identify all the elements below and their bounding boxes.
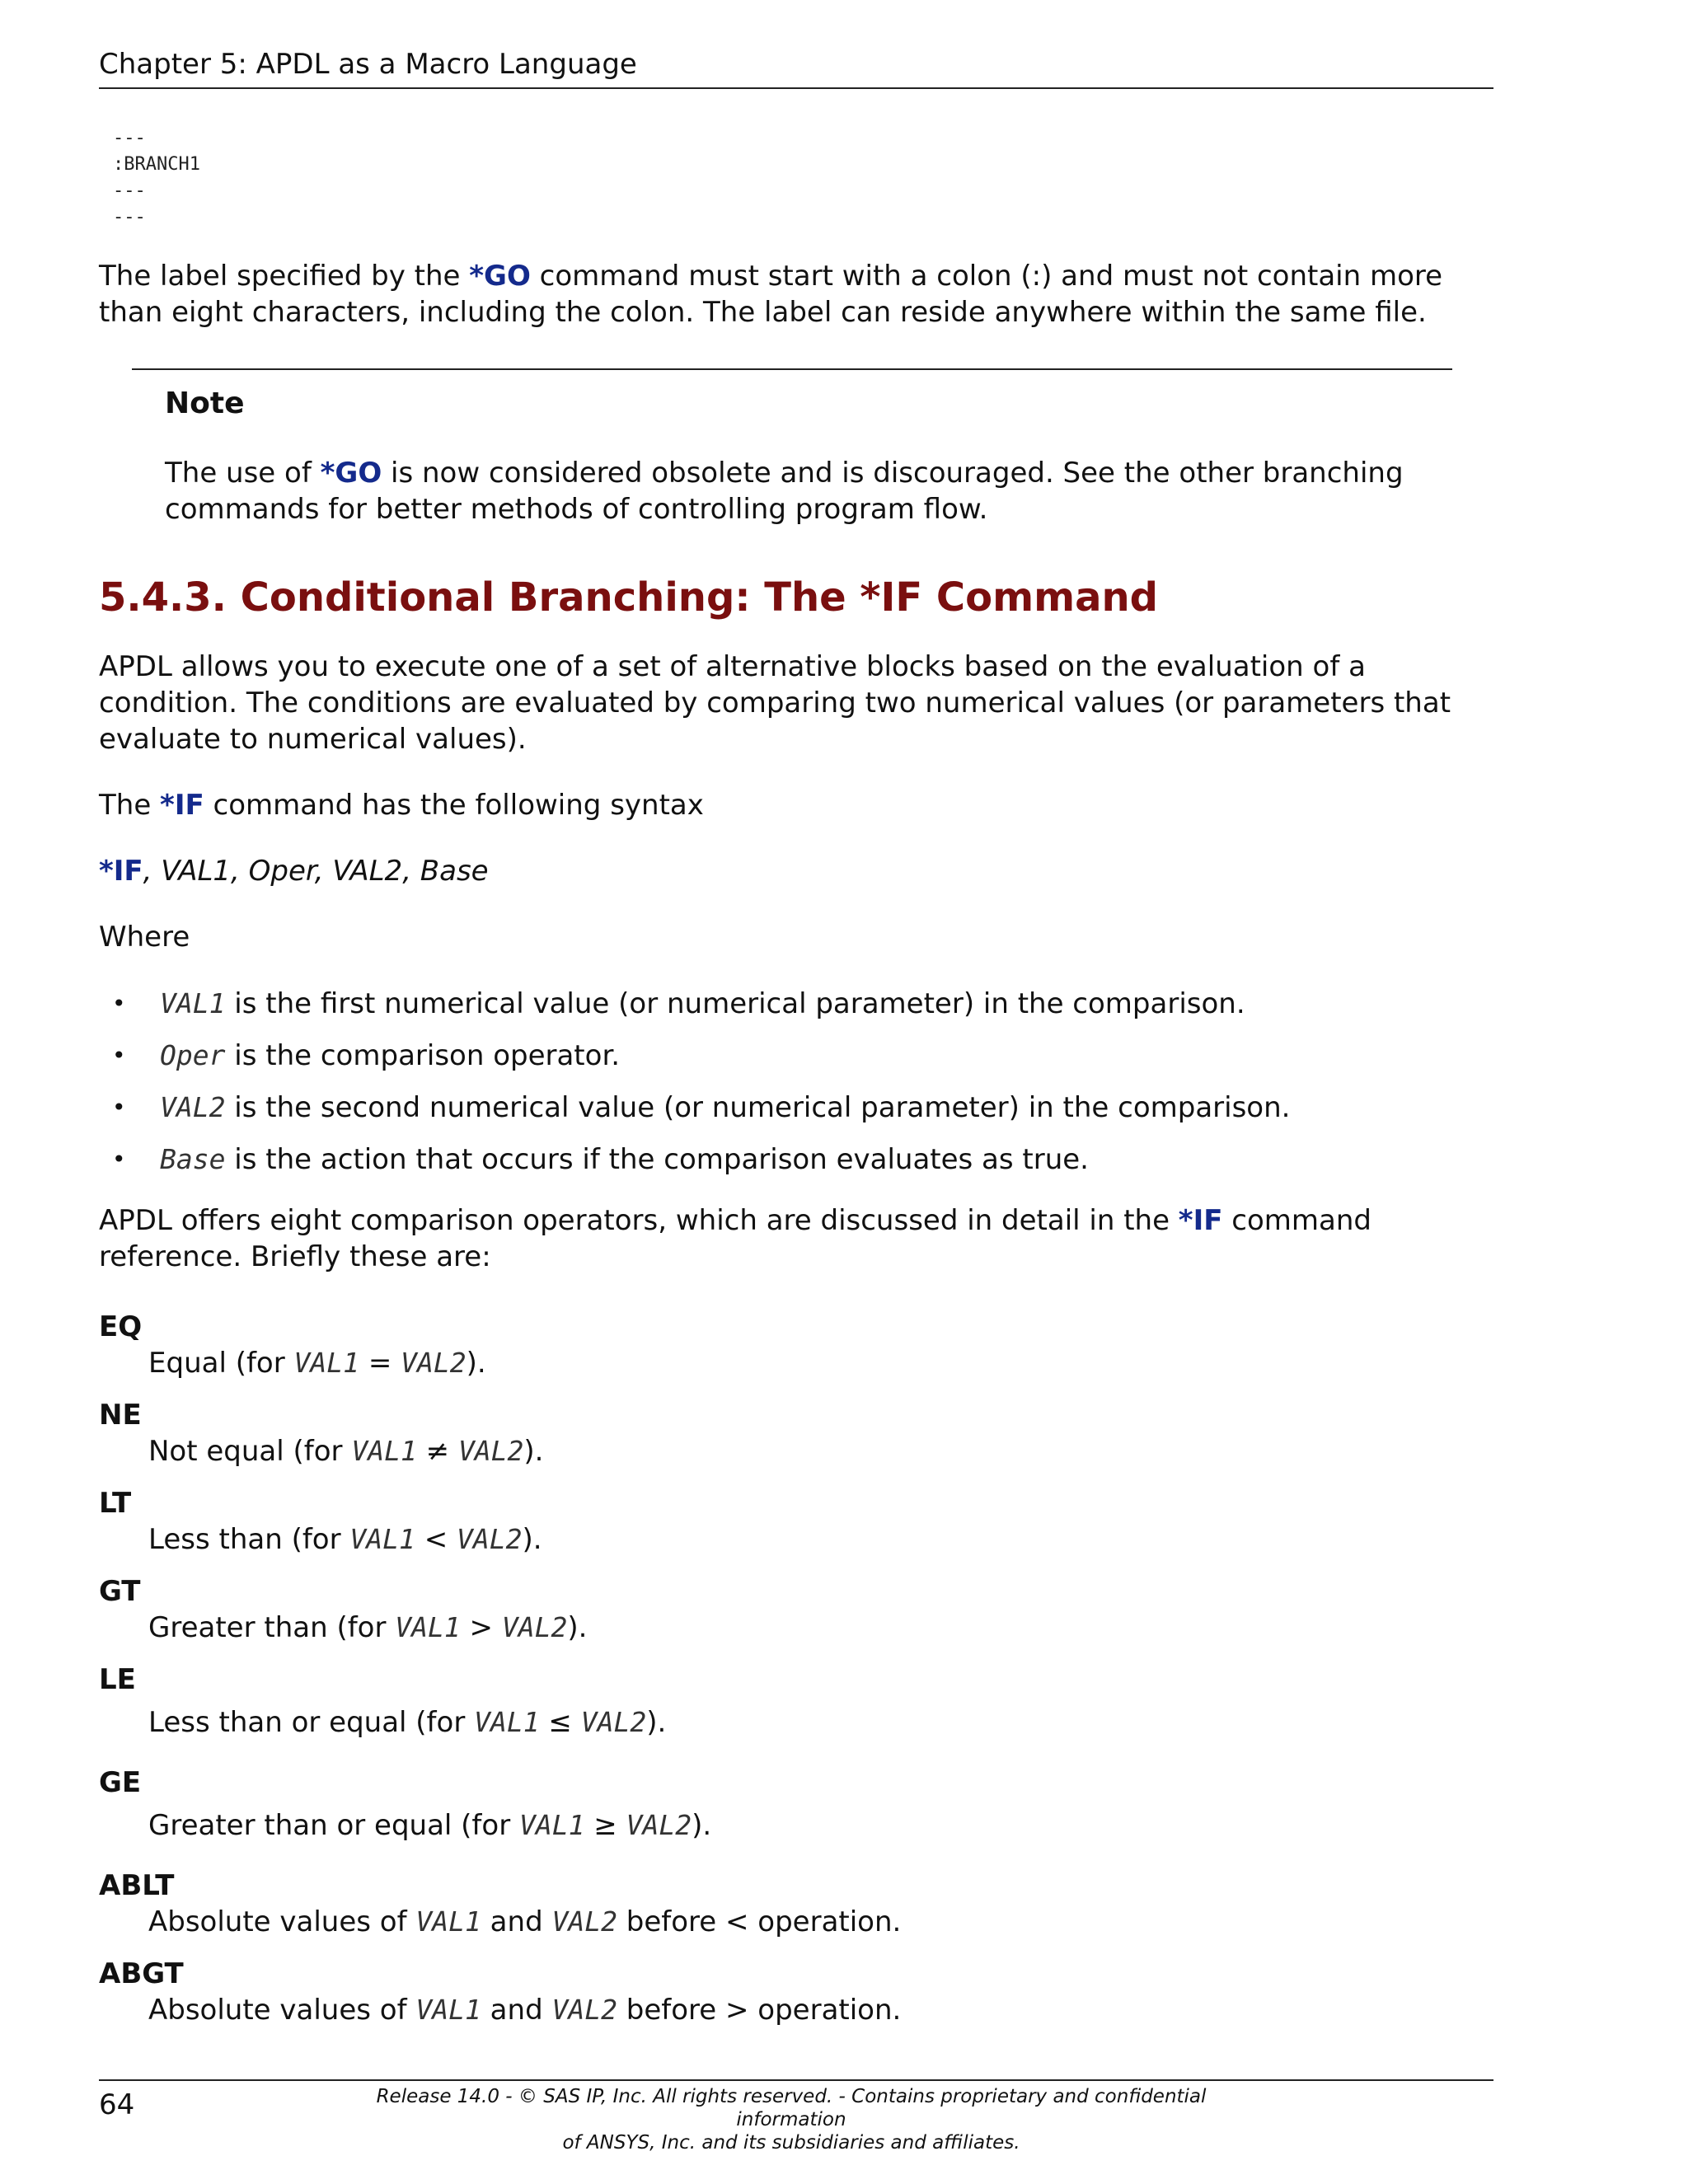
operator-ne: [99, 1397, 1484, 1485]
list-item: • VAL1 is the first numerical value (or numerical parameter) in the comparison.: [112, 987, 1245, 1020]
operator-eq: [99, 1309, 1484, 1397]
footer-rule: [99, 2079, 1493, 2081]
bullet-icon: •: [112, 1146, 126, 1173]
code-line: :BRANCH1: [113, 154, 200, 175]
label-paragraph: The label specified by the *GO command must start with a colon (:) and must not contain more than eight characters, including the colon. The label can reside anywhere within the same file.: [99, 260, 1443, 329]
intro-paragraph: APDL allows you to execute one of a set of alternative blocks based on the evaluation of a condition. The conditions are evaluated by comparing two numerical values (or parameters that evaluate to numerical values).: [99, 650, 1451, 756]
operator-description: Not equal (for VAL1 ≠ VAL2).: [148, 1435, 544, 1468]
operator-code: LT: [99, 1487, 132, 1520]
page-number: 64: [99, 2088, 135, 2121]
list-item: • VAL2 is the second numerical value (or numerical parameter) in the comparison.: [112, 1091, 1291, 1124]
list-item: • Base is the action that occurs if the comparison evaluates as true.: [112, 1143, 1089, 1176]
note-title: Note: [165, 387, 245, 420]
syntax-line: [99, 853, 1484, 889]
argument-term: VAL1: [160, 987, 226, 1019]
note-go-command-link[interactable]: *GO: [320, 457, 382, 490]
operator-code: EQ: [99, 1310, 143, 1343]
argument-term: Base: [160, 1143, 226, 1175]
operator-le: [99, 1661, 1484, 1765]
operator-description: Less than or equal (for VAL1 ≤ VAL2).: [148, 1706, 667, 1739]
operator-code: ABLT: [99, 1869, 175, 1902]
note-rule: [132, 368, 1452, 370]
list-item: • Oper is the comparison operator.: [112, 1039, 621, 1072]
code-line: ---: [113, 207, 146, 227]
code-block: [113, 125, 200, 231]
code-line: ---: [113, 180, 146, 201]
go-command-link[interactable]: *GO: [469, 260, 531, 293]
bullet-icon: •: [112, 990, 126, 1017]
operator-description: Greater than or equal (for VAL1 ≥ VAL2).: [148, 1809, 712, 1842]
bullet-icon: •: [112, 1042, 126, 1069]
syntax-arguments: , VAL1, Oper, VAL2, Base: [143, 855, 489, 888]
syntax-if-command-link[interactable]: *IF: [99, 855, 143, 888]
operator-ge: [99, 1765, 1484, 1868]
bullet-icon: •: [112, 1094, 126, 1121]
operator-ablt: [99, 1868, 1484, 1956]
footer-line: of ANSYS, Inc. and its subsidiaries and affiliates.: [562, 2132, 1020, 2154]
running-header: Chapter 5: APDL as a Macro Language: [99, 48, 637, 81]
note-body: The use of *GO is now considered obsolete and is discouraged. See the other branching commands for better methods of controlling program flow.: [165, 457, 1404, 526]
operator-code: GE: [99, 1766, 142, 1799]
operator-code: NE: [99, 1399, 142, 1432]
if-command-link[interactable]: *IF: [160, 789, 204, 822]
if-reference-link[interactable]: *IF: [1178, 1204, 1223, 1237]
operator-lt: [99, 1485, 1484, 1573]
operator-abgt: [99, 1956, 1484, 2044]
footer-line: Release 14.0 - © SAS IP, Inc. All rights reserved. - Contains proprietary and confidential information: [376, 2086, 1207, 2130]
code-line: ---: [113, 128, 146, 148]
operator-description: Equal (for VAL1 = VAL2).: [148, 1347, 486, 1380]
operator-code: LE: [99, 1663, 136, 1696]
footer-copyright: [346, 2085, 1236, 2154]
section-heading: 5.4.3. Conditional Branching: The *IF Command: [99, 574, 1159, 621]
argument-term: Oper: [160, 1039, 226, 1071]
syntax-intro: The *IF command has the following syntax: [99, 789, 704, 822]
operator-code: ABGT: [99, 1957, 184, 1990]
operator-description: Less than (for VAL1 < VAL2).: [148, 1523, 542, 1556]
operator-description: Greater than (for VAL1 > VAL2).: [148, 1611, 588, 1644]
operator-definitions: [99, 1309, 1484, 2044]
operator-description: Absolute values of VAL1 and VAL2 before < operation.: [148, 1905, 902, 1938]
argument-term: VAL2: [160, 1091, 226, 1123]
operator-description: Absolute values of VAL1 and VAL2 before > operation.: [148, 1994, 902, 2027]
operator-gt: [99, 1573, 1484, 1661]
operator-code: GT: [99, 1575, 141, 1608]
where-label: Where: [99, 921, 190, 954]
argument-list: [99, 986, 1484, 1193]
operators-intro: APDL offers eight comparison operators, which are discussed in detail in the *IF command reference. Briefly these are:: [99, 1204, 1372, 1273]
header-rule: [99, 87, 1493, 89]
